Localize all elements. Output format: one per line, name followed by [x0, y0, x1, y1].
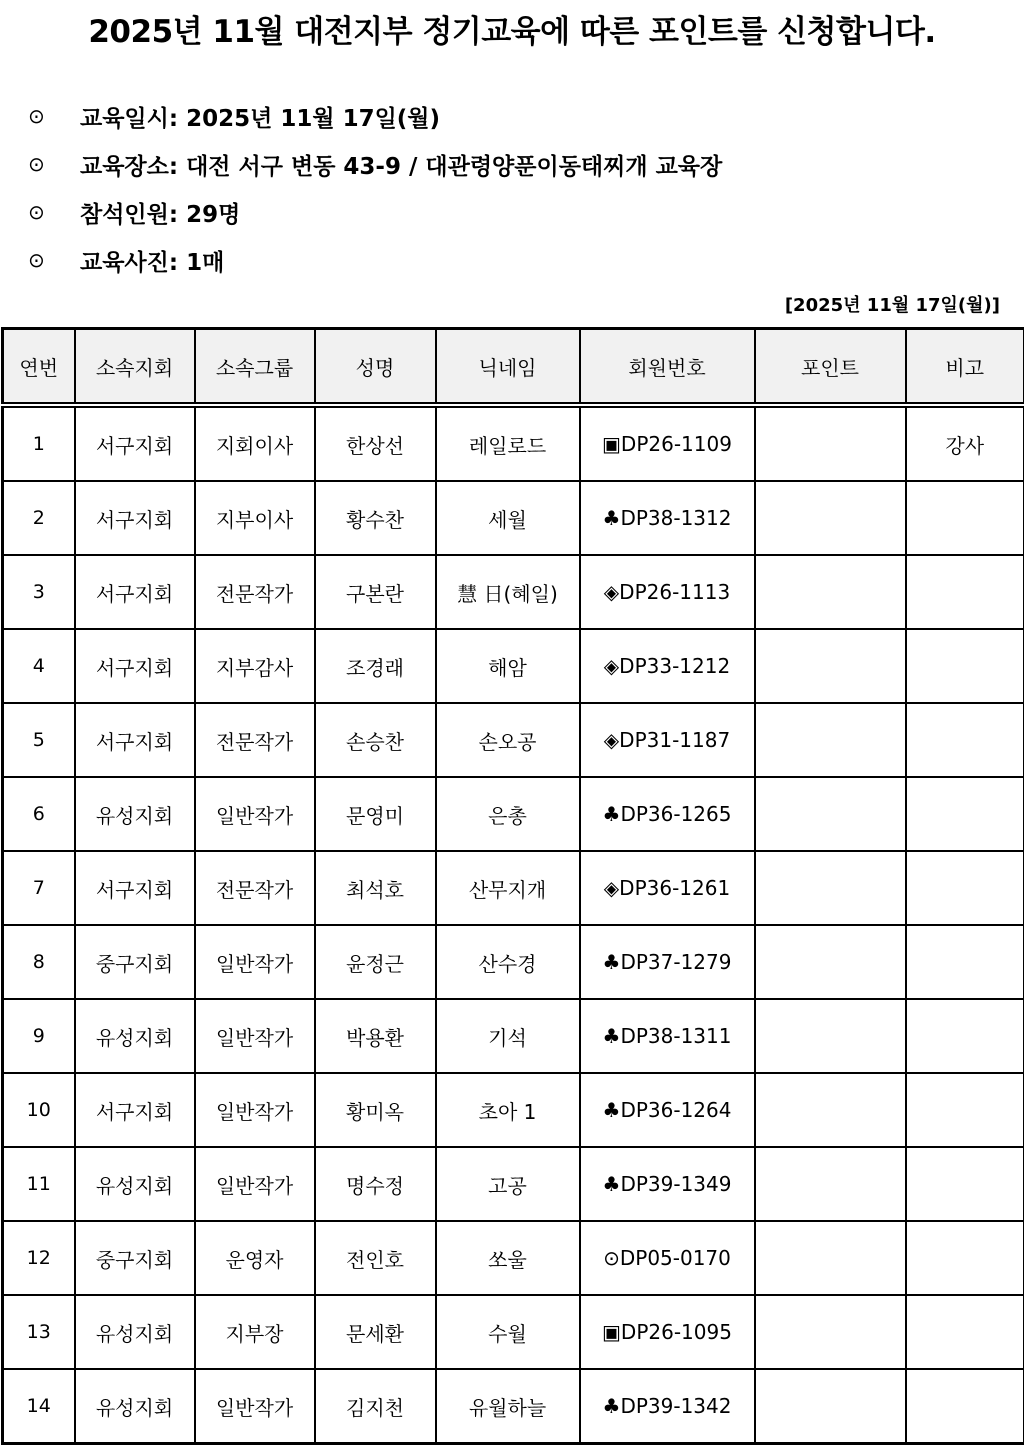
page-title: 2025년 11월 대전지부 정기교육에 따른 포인트를 신청합니다. [0, 6, 1024, 51]
cell-points [755, 629, 906, 703]
cell-branch: 서구지회 [75, 555, 195, 629]
table-row [3, 1147, 1024, 1221]
table-row [3, 1369, 1024, 1444]
info-label: 교육장소: [80, 148, 178, 181]
cell-name: 황미옥 [315, 1073, 436, 1147]
cell-no: 3 [3, 555, 75, 629]
cell-member-id: ▣DP26-1095 [580, 1295, 755, 1369]
cell-nickname: 고공 [436, 1147, 580, 1221]
cell-name: 한상선 [315, 405, 436, 481]
cell-nickname: 쏘울 [436, 1221, 580, 1295]
cell-branch: 서구지회 [75, 481, 195, 555]
cell-no: 9 [3, 999, 75, 1073]
cell-group: 일반작가 [195, 925, 315, 999]
education-info-list [28, 92, 722, 284]
cell-nickname: 초아 1 [436, 1073, 580, 1147]
col-header-branch: 소속지회 [75, 329, 195, 406]
cell-remarks [906, 629, 1024, 703]
cell-member-id: ♣DP37-1279 [580, 925, 755, 999]
cell-points [755, 481, 906, 555]
table-row [3, 777, 1024, 851]
circle-dot-icon: ⊙ [28, 200, 80, 224]
cell-no: 14 [3, 1369, 75, 1444]
cell-points [755, 1221, 906, 1295]
cell-member-id: ⊙DP05-0170 [580, 1221, 755, 1295]
info-item-date [28, 92, 722, 140]
cell-group: 일반작가 [195, 1073, 315, 1147]
cell-name: 조경래 [315, 629, 436, 703]
table-row [3, 1073, 1024, 1147]
circle-dot-icon: ⊙ [28, 152, 80, 176]
table-row [3, 629, 1024, 703]
cell-group: 지부감사 [195, 629, 315, 703]
cell-nickname: 손오공 [436, 703, 580, 777]
cell-branch: 서구지회 [75, 405, 195, 481]
cell-remarks [906, 1073, 1024, 1147]
cell-name: 윤정근 [315, 925, 436, 999]
cell-nickname: 은총 [436, 777, 580, 851]
cell-no: 8 [3, 925, 75, 999]
cell-member-id: ◈DP26-1113 [580, 555, 755, 629]
cell-member-id: ♣DP38-1312 [580, 481, 755, 555]
circle-dot-icon: ⊙ [28, 248, 80, 272]
table-row [3, 1221, 1024, 1295]
cell-no: 6 [3, 777, 75, 851]
cell-no: 13 [3, 1295, 75, 1369]
cell-nickname: 해암 [436, 629, 580, 703]
attendee-table [1, 327, 1024, 1445]
cell-remarks: 강사 [906, 405, 1024, 481]
cell-branch: 유성지회 [75, 999, 195, 1073]
cell-remarks [906, 481, 1024, 555]
cell-group: 전문작가 [195, 555, 315, 629]
cell-nickname: 유월하늘 [436, 1369, 580, 1444]
cell-branch: 유성지회 [75, 1369, 195, 1444]
cell-nickname: 기석 [436, 999, 580, 1073]
cell-points [755, 703, 906, 777]
cell-group: 일반작가 [195, 999, 315, 1073]
cell-points [755, 555, 906, 629]
cell-branch: 중구지회 [75, 925, 195, 999]
info-value: 29명 [186, 196, 240, 229]
cell-group: 일반작가 [195, 1369, 315, 1444]
cell-remarks [906, 555, 1024, 629]
info-label: 교육사진: [80, 244, 178, 277]
cell-group: 일반작가 [195, 1147, 315, 1221]
cell-group: 지부이사 [195, 481, 315, 555]
cell-points [755, 999, 906, 1073]
cell-name: 구본란 [315, 555, 436, 629]
cell-remarks [906, 777, 1024, 851]
cell-member-id: ♣DP39-1342 [580, 1369, 755, 1444]
info-label: 교육일시: [80, 100, 178, 133]
cell-group: 전문작가 [195, 703, 315, 777]
cell-branch: 유성지회 [75, 1295, 195, 1369]
table-row [3, 555, 1024, 629]
cell-group: 일반작가 [195, 777, 315, 851]
cell-group: 운영자 [195, 1221, 315, 1295]
cell-remarks [906, 851, 1024, 925]
col-header-name: 성명 [315, 329, 436, 406]
col-header-nickname: 닉네임 [436, 329, 580, 406]
table-row [3, 925, 1024, 999]
cell-no: 12 [3, 1221, 75, 1295]
cell-nickname: 산수경 [436, 925, 580, 999]
info-item-place [28, 140, 722, 188]
circle-dot-icon: ⊙ [28, 104, 80, 128]
cell-branch: 서구지회 [75, 629, 195, 703]
info-value: 대전 서구 변동 43-9 / 대관령양푼이동태찌개 교육장 [186, 148, 722, 181]
cell-member-id: ◈DP33-1212 [580, 629, 755, 703]
cell-no: 4 [3, 629, 75, 703]
table-row [3, 851, 1024, 925]
cell-no: 10 [3, 1073, 75, 1147]
table-header-row [3, 329, 1024, 406]
info-value: 2025년 11월 17일(월) [186, 100, 440, 133]
table-body [3, 405, 1024, 1444]
cell-nickname: 세월 [436, 481, 580, 555]
cell-name: 문영미 [315, 777, 436, 851]
cell-points [755, 851, 906, 925]
date-note: [2025년 11월 17일(월)] [785, 291, 1000, 317]
col-header-member-id: 회원번호 [580, 329, 755, 406]
cell-member-id: ♣DP39-1349 [580, 1147, 755, 1221]
table-row [3, 481, 1024, 555]
col-header-remarks: 비고 [906, 329, 1024, 406]
cell-nickname: 산무지개 [436, 851, 580, 925]
table-row [3, 703, 1024, 777]
cell-name: 황수찬 [315, 481, 436, 555]
info-item-photos [28, 236, 722, 284]
info-label: 참석인원: [80, 196, 178, 229]
cell-points [755, 1369, 906, 1444]
table-row [3, 999, 1024, 1073]
cell-no: 5 [3, 703, 75, 777]
cell-name: 김지천 [315, 1369, 436, 1444]
cell-points [755, 1147, 906, 1221]
cell-nickname: 慧 日(혜일) [436, 555, 580, 629]
cell-name: 명수정 [315, 1147, 436, 1221]
cell-name: 박용환 [315, 999, 436, 1073]
cell-points [755, 1073, 906, 1147]
cell-no: 2 [3, 481, 75, 555]
cell-name: 문세환 [315, 1295, 436, 1369]
cell-remarks [906, 1295, 1024, 1369]
cell-nickname: 수월 [436, 1295, 580, 1369]
cell-no: 11 [3, 1147, 75, 1221]
cell-member-id: ▣DP26-1109 [580, 405, 755, 481]
info-item-attendees [28, 188, 722, 236]
cell-points [755, 405, 906, 481]
cell-name: 전인호 [315, 1221, 436, 1295]
cell-member-id: ♣DP36-1265 [580, 777, 755, 851]
table-row [3, 405, 1024, 481]
info-value: 1매 [186, 244, 224, 277]
cell-member-id: ◈DP31-1187 [580, 703, 755, 777]
cell-remarks [906, 925, 1024, 999]
cell-member-id: ♣DP38-1311 [580, 999, 755, 1073]
col-header-group: 소속그룹 [195, 329, 315, 406]
cell-group: 지회이사 [195, 405, 315, 481]
cell-member-id: ♣DP36-1264 [580, 1073, 755, 1147]
cell-remarks [906, 1221, 1024, 1295]
cell-remarks [906, 703, 1024, 777]
cell-branch: 유성지회 [75, 777, 195, 851]
cell-branch: 중구지회 [75, 1221, 195, 1295]
cell-branch: 유성지회 [75, 1147, 195, 1221]
cell-remarks [906, 1369, 1024, 1444]
cell-name: 최석호 [315, 851, 436, 925]
cell-no: 7 [3, 851, 75, 925]
cell-no: 1 [3, 405, 75, 481]
cell-points [755, 1295, 906, 1369]
table-row [3, 1295, 1024, 1369]
cell-remarks [906, 1147, 1024, 1221]
cell-branch: 서구지회 [75, 1073, 195, 1147]
cell-points [755, 925, 906, 999]
cell-group: 지부장 [195, 1295, 315, 1369]
cell-remarks [906, 999, 1024, 1073]
cell-branch: 서구지회 [75, 703, 195, 777]
cell-branch: 서구지회 [75, 851, 195, 925]
cell-nickname: 레일로드 [436, 405, 580, 481]
cell-points [755, 777, 906, 851]
cell-member-id: ◈DP36-1261 [580, 851, 755, 925]
col-header-no: 연번 [3, 329, 75, 406]
cell-group: 전문작가 [195, 851, 315, 925]
col-header-points: 포인트 [755, 329, 906, 406]
cell-name: 손승찬 [315, 703, 436, 777]
